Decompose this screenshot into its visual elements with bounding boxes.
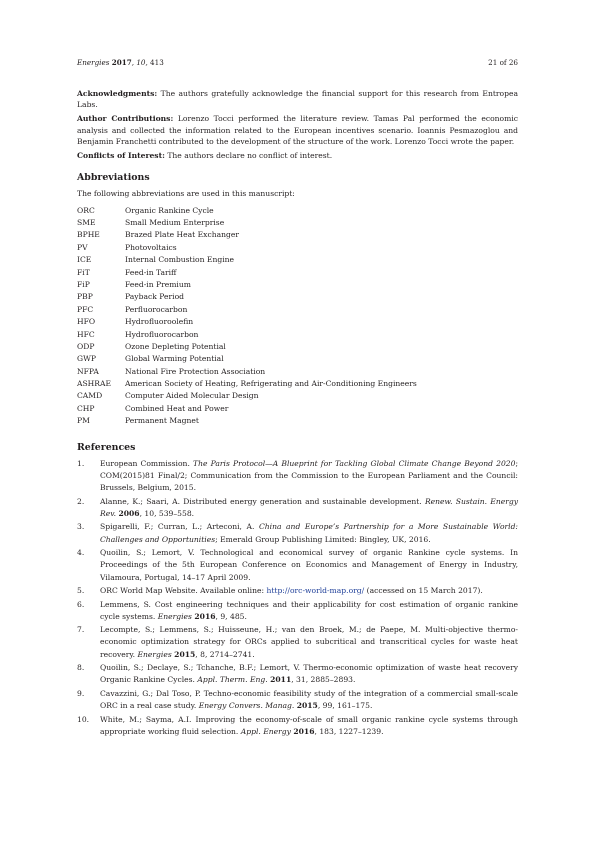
reference-year: 2011 bbox=[270, 675, 292, 685]
author-contributions bbox=[77, 113, 518, 147]
reference-item bbox=[77, 547, 518, 584]
journal-year: 2017 bbox=[111, 58, 132, 67]
abbreviation-row bbox=[77, 415, 518, 427]
abbreviation-row bbox=[77, 304, 518, 316]
page-number: 21 of 26 bbox=[488, 58, 518, 67]
reference-number: 8. bbox=[77, 663, 85, 673]
reference-link[interactable]: http://orc-world-map.org/ bbox=[266, 586, 365, 596]
reference-source: Energies bbox=[137, 649, 172, 659]
abbreviation-value: Ozone Depleting Potential bbox=[125, 341, 226, 351]
reference-text bbox=[100, 624, 518, 661]
abbreviation-key: BPHE bbox=[77, 230, 100, 240]
references-heading: References bbox=[77, 441, 136, 453]
abbreviation-row bbox=[77, 254, 518, 266]
reference-details: , 31, 2885–2893. bbox=[291, 675, 356, 685]
reference-details: ; COM(2015)81 Final/2; Communication from the Commission to the European Parliament and the Council: Brussels, Belgium, 2015. bbox=[100, 458, 518, 493]
abbreviation-row bbox=[77, 291, 518, 303]
reference-item bbox=[77, 662, 518, 686]
reference-source: China and Europe’s Partnership for a More Sustainable World: Challenges and Opportunities bbox=[100, 522, 518, 544]
abbreviation-row bbox=[77, 316, 518, 328]
reference-text bbox=[100, 547, 518, 584]
reference-item bbox=[77, 521, 518, 545]
abbreviation-key: HFC bbox=[77, 329, 95, 339]
abbreviation-key: ICE bbox=[77, 255, 92, 265]
reference-authors-title: ORC World Map Website. Available online: bbox=[100, 586, 265, 596]
abbreviation-key: CAMD bbox=[77, 391, 103, 401]
reference-number: 4. bbox=[77, 548, 85, 558]
abbreviation-row bbox=[77, 353, 518, 365]
reference-text bbox=[100, 688, 518, 712]
reference-year: 2006 bbox=[118, 508, 140, 518]
reference-item bbox=[77, 688, 518, 712]
reference-details: , 183, 1227–1239. bbox=[314, 726, 384, 736]
reference-number: 3. bbox=[77, 522, 85, 532]
reference-number: 1. bbox=[77, 458, 85, 468]
abbreviation-value: Payback Period bbox=[125, 292, 184, 302]
reference-details: , 9, 485. bbox=[215, 611, 247, 621]
abbreviation-row bbox=[77, 242, 518, 254]
reference-text bbox=[100, 662, 518, 686]
abbreviation-key: PV bbox=[77, 242, 88, 252]
reference-number: 9. bbox=[77, 688, 85, 698]
reference-source: Energy Convers. Manag. bbox=[198, 701, 295, 711]
acknowledgments-label: Acknowledgments: bbox=[77, 89, 158, 98]
abbreviation-value: Permanent Magnet bbox=[125, 416, 199, 426]
abbreviations-intro: The following abbreviations are used in this manuscript: bbox=[77, 189, 295, 199]
reference-text bbox=[100, 714, 518, 738]
abbreviation-key: PM bbox=[77, 416, 90, 426]
abbreviation-row bbox=[77, 279, 518, 291]
abbreviation-value: National Fire Protection Association bbox=[125, 366, 266, 376]
abbreviation-value: Feed-in Tariff bbox=[125, 267, 177, 277]
abbreviation-row bbox=[77, 378, 518, 390]
journal-name: Energies bbox=[77, 58, 110, 67]
reference-authors-title: Lemmens, S. Cost engineering techniques and their applicability for cost estimation of organic rankine cycle systems. bbox=[100, 599, 518, 621]
reference-item bbox=[77, 624, 518, 661]
abbreviation-row bbox=[77, 229, 518, 241]
reference-source: Renew. Sustain. Energy Rev. bbox=[100, 496, 518, 518]
running-header: Energies 2017, 10, 413 bbox=[77, 58, 164, 67]
conflicts-label: Conflicts of Interest: bbox=[77, 151, 165, 161]
reference-details: ; Emerald Group Publishing Limited: Bingley, UK, 2016. bbox=[215, 534, 431, 544]
reference-text bbox=[100, 599, 518, 623]
abbreviation-key: ODP bbox=[77, 341, 95, 351]
acknowledgments bbox=[77, 88, 518, 110]
reference-item bbox=[77, 458, 518, 495]
reference-item bbox=[77, 496, 518, 520]
abbreviation-value: Photovoltaics bbox=[125, 242, 177, 252]
abbreviation-value: Global Warming Potential bbox=[125, 354, 224, 364]
reference-year: 2015 bbox=[296, 701, 318, 711]
abbreviation-value: Hydrofluorocarbon bbox=[125, 329, 199, 339]
contributions-text: Lorenzo Tocci performed the literature review. Tamas Pal performed the economic analysis and collected the information related to the European incentives scenario. Ioannis Pesmazoglou and Benjamin Franchetti contributed to the development of the structure of the work. Lorenzo Tocci wrote the paper. bbox=[77, 114, 518, 146]
reference-source: Appl. Energy bbox=[240, 726, 291, 736]
abbreviation-value: American Society of Heating, Refrigerating and Air-Conditioning Engineers bbox=[125, 379, 417, 389]
reference-authors-title: White, M.; Sayma, A.I. Improving the economy-of-scale of small organic rankine cycle systems through appropriate working fluid selection. bbox=[100, 714, 518, 736]
reference-details: , 99, 161–175. bbox=[317, 701, 373, 711]
reference-year: 2016 bbox=[194, 611, 216, 621]
reference-number: 10. bbox=[77, 714, 90, 724]
abbreviation-row bbox=[77, 329, 518, 341]
reference-text bbox=[100, 585, 518, 597]
reference-number: 6. bbox=[77, 599, 85, 609]
reference-year: 2015 bbox=[174, 649, 196, 659]
abbreviation-row bbox=[77, 267, 518, 279]
abbreviation-row bbox=[77, 403, 518, 415]
abbreviation-row bbox=[77, 217, 518, 229]
contributions-label: Author Contributions: bbox=[77, 114, 174, 124]
abbreviation-key: HFO bbox=[77, 317, 96, 327]
abbreviation-value: Computer Aided Molecular Design bbox=[125, 391, 259, 401]
abbreviation-value: Small Medium Enterprise bbox=[125, 218, 225, 228]
reference-number: 5. bbox=[77, 586, 85, 596]
reference-number: 7. bbox=[77, 625, 85, 635]
abbreviation-value: Combined Heat and Power bbox=[125, 403, 229, 413]
abbreviation-key: NFPA bbox=[77, 366, 99, 376]
reference-text bbox=[100, 458, 518, 495]
abbreviation-key: GWP bbox=[77, 354, 96, 364]
abbreviation-value: Internal Combustion Engine bbox=[125, 255, 235, 265]
reference-authors-title: Alanne, K.; Saari, A. Distributed energy generation and sustainable development. bbox=[100, 496, 422, 506]
reference-source: The Paris Protocol—A Blueprint for Tackling Global Climate Change Beyond 2020 bbox=[193, 458, 516, 468]
reference-details: , 8, 2714–2741. bbox=[195, 649, 255, 659]
reference-authors-title: Quoilin, S.; Declaye, S.; Tchanche, B.F.; Lemort, V. Thermo-economic optimization of waste heat recovery Organic Rankine Cycles. bbox=[100, 663, 518, 685]
abbreviation-row bbox=[77, 390, 518, 402]
reference-text bbox=[100, 496, 518, 520]
abbreviation-row bbox=[77, 205, 518, 217]
abbreviation-key: SME bbox=[77, 218, 96, 228]
abbreviation-row bbox=[77, 341, 518, 353]
references-list bbox=[77, 458, 518, 738]
abbreviation-value: Perfluorocarbon bbox=[125, 304, 188, 314]
reference-year: 2016 bbox=[293, 726, 315, 736]
reference-details: (accessed on 15 March 2017). bbox=[364, 586, 483, 596]
abbreviation-value: Organic Rankine Cycle bbox=[125, 205, 214, 215]
abbreviations-list bbox=[77, 205, 518, 428]
journal-volume: 10 bbox=[136, 58, 146, 67]
reference-item bbox=[77, 714, 518, 738]
abbreviation-row bbox=[77, 366, 518, 378]
reference-authors-title: Cavazzini, G.; Dal Toso, P. Techno-economic feasibility study of the integration of a commercial small-scale ORC in a real case study. bbox=[100, 688, 518, 711]
conflicts-of-interest bbox=[77, 150, 518, 161]
abbreviation-key: ASHRAE bbox=[77, 379, 112, 389]
page-body bbox=[77, 88, 518, 739]
abbreviation-key: PFC bbox=[77, 304, 94, 314]
reference-source: Energies bbox=[157, 611, 192, 621]
reference-authors-title: European Commission. bbox=[100, 458, 190, 468]
abbreviation-key: CHP bbox=[77, 403, 95, 413]
abbreviation-key: ORC bbox=[77, 205, 95, 215]
reference-source: Appl. Therm. Eng. bbox=[197, 675, 268, 685]
reference-text bbox=[100, 521, 518, 545]
abbreviation-key: FiT bbox=[77, 267, 90, 277]
abbreviation-key: FiP bbox=[77, 279, 90, 289]
abbreviation-value: Feed-in Premium bbox=[125, 279, 191, 289]
abbreviation-value: Brazed Plate Heat Exchanger bbox=[125, 230, 240, 240]
reference-authors-title: Lecompte, S.; Lemmens, S.; Huisseune, H.; van den Broek, M.; de Paepe, M. Multi-objective thermo-economic optimization strategy for ORCs applied to subcritical and transcritical cycles for waste heat recovery. bbox=[100, 625, 518, 659]
abbreviation-key: PBP bbox=[77, 292, 93, 302]
reference-number: 2. bbox=[77, 496, 85, 506]
reference-authors-title: Spigarelli, F.; Curran, L.; Arteconi, A. bbox=[100, 522, 255, 532]
acknowledgments-text: The authors gratefully acknowledge the financial support for this research from Entropea Labs. bbox=[77, 89, 518, 110]
abbreviations-heading: Abbreviations bbox=[77, 172, 150, 184]
reference-item bbox=[77, 585, 518, 597]
reference-item bbox=[77, 599, 518, 623]
reference-details: , 10, 539–558. bbox=[139, 508, 195, 518]
abbreviation-value: Hydrofluoroolefin bbox=[125, 317, 194, 327]
conflicts-text: The authors declare no conflict of interest. bbox=[167, 151, 333, 161]
article-number: 413 bbox=[150, 58, 164, 67]
reference-authors-title: Quoilin, S.; Lemort, V. Technological and economical survey of organic Rankine cycle systems. In Proceedings of the 5th European Conference on Economics and Management of Energy in Industry, Vilamoura, Portugal, 14–17 April 2009. bbox=[100, 548, 518, 582]
